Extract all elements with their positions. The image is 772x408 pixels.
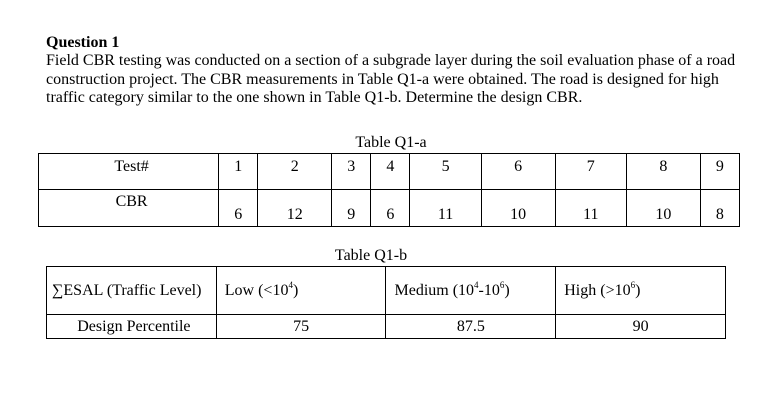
- table-q1-a: [38, 153, 740, 227]
- test-cell: 9: [700, 154, 739, 190]
- esal-label: ∑ESAL (Traffic Level): [47, 267, 217, 315]
- test-number-label: Test#: [39, 154, 219, 190]
- traffic-level-high: High $(>10^6)$: [556, 267, 726, 315]
- cbr-cell: 10: [481, 190, 555, 227]
- cbr-cell: 6: [219, 190, 258, 227]
- cbr-cell: 11: [410, 190, 481, 227]
- table-row-esal: [47, 267, 726, 315]
- question-document: [46, 33, 746, 335]
- test-cell: 6: [481, 154, 555, 190]
- question-body: Field CBR testing was conducted on a section of a subgrade layer during the soil evaluation phase of a road construction project. The CBR measurements in Table Q1-a were obtained. The road is designed for high traffic category similar to the one shown in Table Q1-b. Determine the design CBR.: [46, 52, 736, 106]
- percentile-cell: 87.5: [386, 315, 556, 339]
- cbr-label: CBR: [39, 190, 219, 227]
- cbr-cell: 11: [555, 190, 626, 227]
- percentile-cell: 90: [556, 315, 726, 339]
- cbr-cell: 8: [700, 190, 739, 227]
- test-cell: 8: [626, 154, 700, 190]
- table-q1-b: [46, 266, 726, 339]
- design-percentile-label: Design Percentile: [47, 315, 217, 339]
- percentile-cell: 75: [216, 315, 386, 339]
- test-cell: 5: [410, 154, 481, 190]
- table-row-test-number: [39, 154, 740, 190]
- cbr-cell: 6: [371, 190, 410, 227]
- test-cell: 1: [219, 154, 258, 190]
- test-cell: 7: [555, 154, 626, 190]
- question-title: Question 1: [46, 34, 120, 51]
- cbr-cell: 12: [258, 190, 332, 227]
- test-cell: 2: [258, 154, 332, 190]
- table-row-cbr: [39, 190, 740, 227]
- cbr-cell: 9: [332, 190, 371, 227]
- test-cell: 3: [332, 154, 371, 190]
- traffic-level-low: Low $(<10^4)$: [216, 267, 386, 315]
- table-row-design-percentile: [47, 315, 726, 339]
- table-b-caption: Table Q1-b: [334, 247, 408, 264]
- cbr-cell: 10: [626, 190, 700, 227]
- traffic-level-medium: Medium $(10^4-10^6)$: [386, 267, 556, 315]
- table-a-caption: Table Q1-a: [355, 134, 427, 151]
- test-cell: 4: [371, 154, 410, 190]
